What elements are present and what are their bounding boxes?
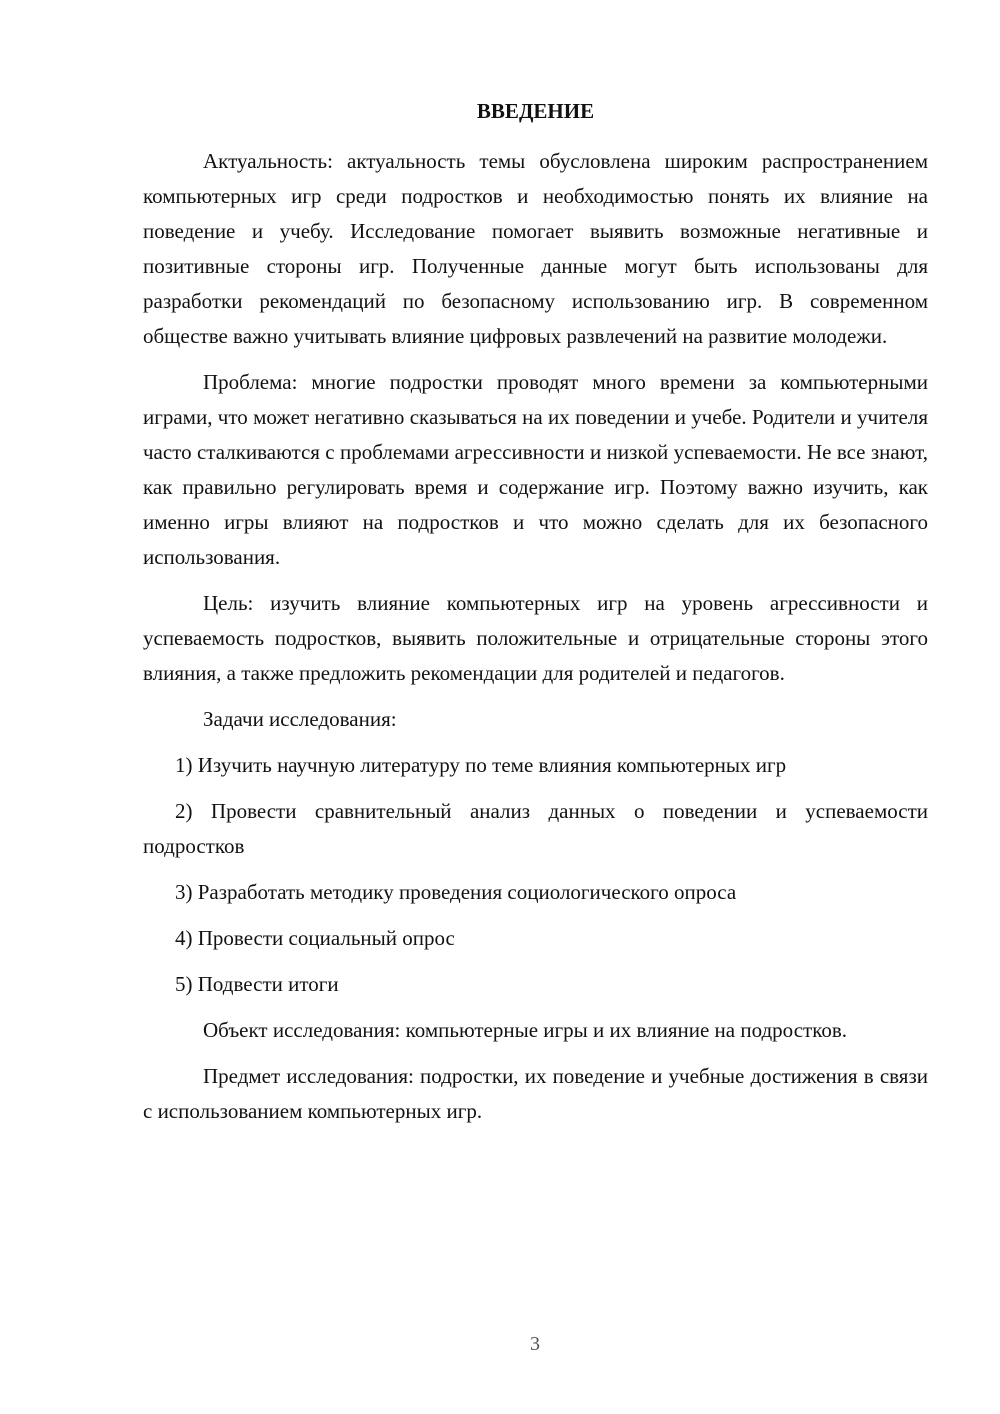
page-content — [143, 94, 928, 1140]
task-item-3: 3) Разработать методику проведения социологического опроса — [175, 880, 737, 904]
task-item-1: 1) Изучить научную литературу по теме влияния компьютерных игр — [175, 753, 787, 777]
paragraph-goal: Цель: изучить влияние компьютерных игр на уровень агрессивности и успеваемость подростков, выявить положительные и отрицательные стороны этого влияния, а также предложить рекомендации для родителей и педагогов. — [143, 591, 928, 685]
paragraph-problem: Проблема: многие подростки проводят много времени за компьютерными играми, что может негативно сказываться на их поведении и учебе. Родители и учителя часто сталкиваются с проблемами агрессивности и низкой успеваемости. Не все знают, как правильно регулировать время и содержание игр. Поэтому важно изучить, как именно игры влияют на подростков и что можно сделать для их безопасного использования. — [143, 370, 928, 569]
page-number: 3 — [530, 1333, 540, 1355]
paragraph-relevance: Актуальность: актуальность темы обусловлена широким распространением компьютерных игр среди подростков и необходимостью понять их влияние на поведение и учебу. Исследование помогает выявить возможные негативные и позитивные стороны игр. Полученные данные могут быть использованы для разработки рекомендаций по безопасному использованию игр. В современном обществе важно учитывать влияние цифровых развлечений на развитие молодежи. — [143, 149, 928, 348]
task-item-5: 5) Подвести итоги — [175, 972, 339, 996]
task-item-2: 2) Провести сравнительный анализ данных о поведении и успеваемости подростков — [143, 799, 928, 858]
paragraph-subject: Предмет исследования: подростки, их поведение и учебные достижения в связи с использованием компьютерных игр. — [143, 1064, 928, 1123]
paragraph-tasks-heading: Задачи исследования: — [203, 707, 397, 731]
section-title: ВВЕДЕНИЕ — [476, 99, 595, 123]
task-item-4: 4) Провести социальный опрос — [175, 926, 455, 950]
paragraph-object: Объект исследования: компьютерные игры и их влияние на подростков. — [203, 1018, 847, 1042]
